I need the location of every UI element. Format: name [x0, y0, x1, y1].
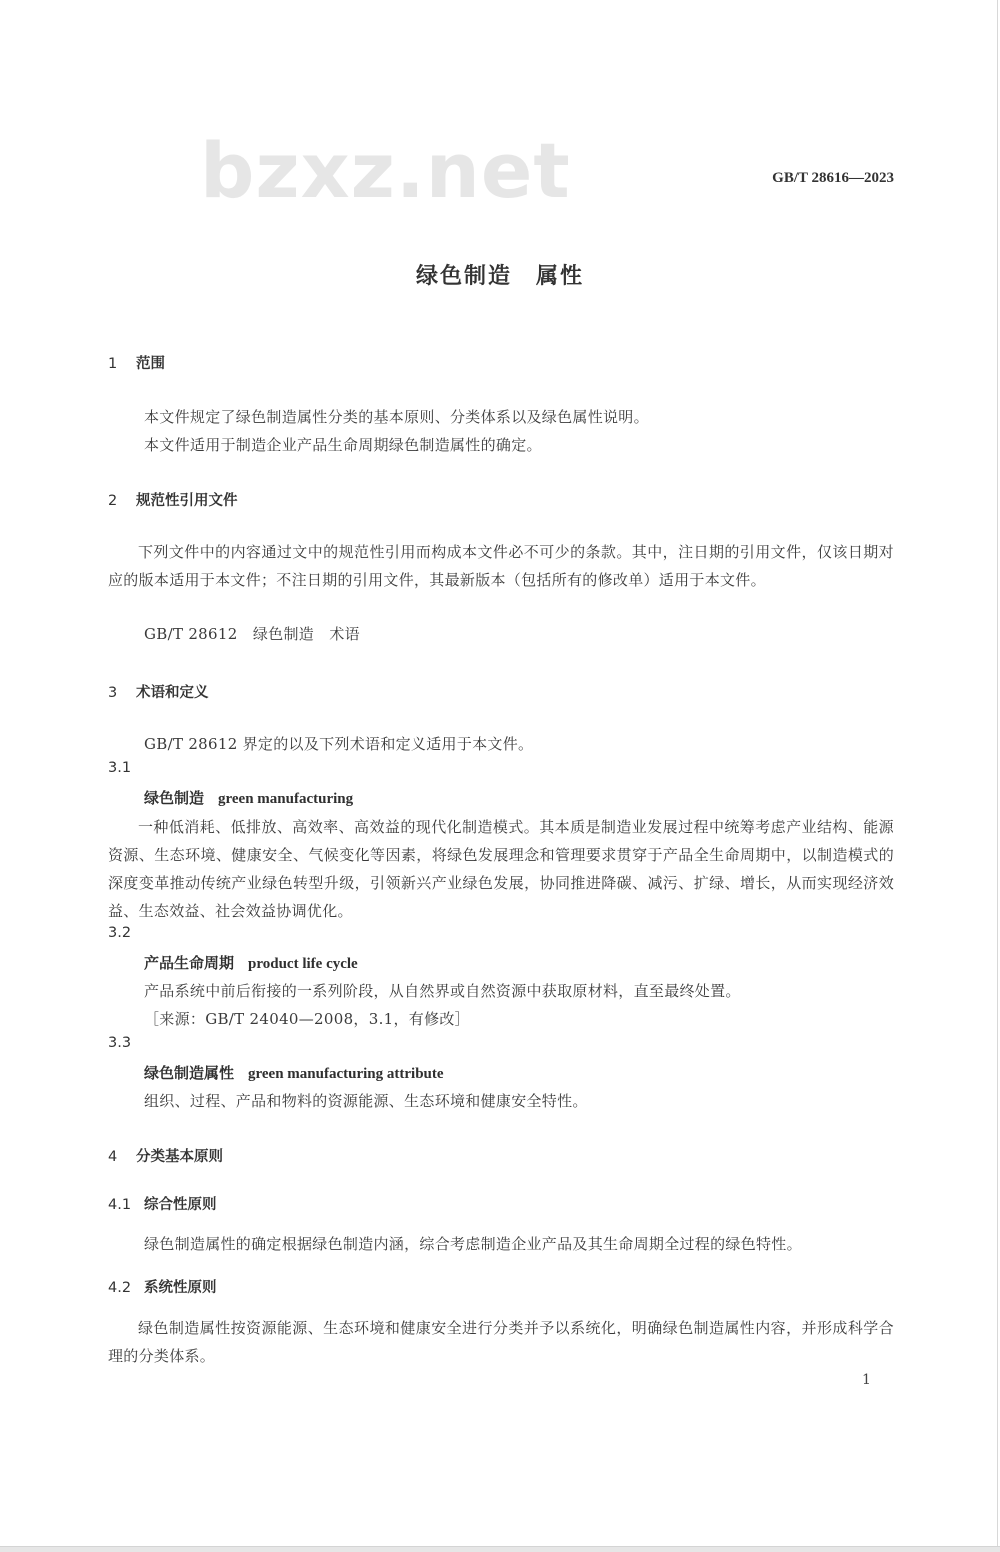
section-title: 规范性引用文件 [136, 493, 238, 509]
section-2-heading [108, 489, 238, 510]
term-title [144, 1062, 444, 1083]
section-1-heading [108, 352, 165, 373]
page-bottom-edge [0, 1546, 1000, 1552]
paragraph: 下列文件中的内容通过文中的规范性引用而构成本文件必不可少的条款。其中，注日期的引用文件，仅该日期对应的版本适用于本文件；不注日期的引用文件，其最新版本（包括所有的修改单）适用于本文件。 [108, 543, 894, 589]
paragraph: GB/T 28612 界定的以及下列术语和定义适用于本文件。 [144, 735, 534, 753]
section-title: 术语和定义 [136, 685, 209, 701]
term-en: green manufacturing attribute [248, 1066, 444, 1082]
page-edge [997, 0, 998, 1548]
section-number: 2 [108, 493, 118, 509]
paragraph: 本文件规定了绿色制造属性分类的基本原则、分类体系以及绿色属性说明。 [144, 408, 649, 426]
subsection-number: 4.2 [108, 1280, 132, 1296]
term-definition: 产品系统中前后衔接的一系列阶段，从自然界或自然资源中获取原材料，直至最终处置。 [144, 982, 741, 1000]
term-en: green manufacturing [218, 791, 354, 807]
paragraph: 绿色制造属性按资源能源、生态环境和健康安全进行分类并予以系统化，明确绿色制造属性内容，并形成科学合理的分类体系。 [108, 1319, 894, 1365]
term-definition: 一种低消耗、低排放、高效率、高效益的现代化制造模式。其本质是制造业发展过程中统筹考虑产业结构、能源资源、生态环境、健康安全、气候变化等因素，将绿色发展理念和管理要求贯穿于产品全生命周期中，以制造模式的深度变革推动传统产业绿色转型升级，引领新兴产业绿色发展，协同推进降碳、减污、扩绿、增长，从而实现经济效益、生态效益、社会效益协调优化。 [108, 818, 894, 920]
section-number: 1 [108, 356, 118, 372]
paragraph: 本文件适用于制造企业产品生命周期绿色制造属性的确定。 [144, 436, 542, 454]
normative-reference: GB/T 28612 绿色制造 术语 [144, 625, 360, 643]
section-4-heading [108, 1145, 223, 1166]
subsection-title: 系统性原则 [144, 1280, 217, 1296]
term-zh: 产品生命周期 [144, 954, 235, 972]
section-number: 4 [108, 1149, 118, 1165]
subsection-number: 4.1 [108, 1197, 132, 1213]
page-number: 1 [862, 1372, 871, 1388]
term-title [144, 787, 353, 808]
subsection-4-2-heading [108, 1276, 217, 1297]
term-number: 3.1 [108, 760, 132, 776]
section-title: 范围 [136, 356, 165, 372]
term-source: ［来源：GB/T 24040—2008，3.1，有修改］ [144, 1010, 470, 1028]
section-title: 分类基本原则 [136, 1149, 223, 1165]
section-number: 3 [108, 685, 118, 701]
document-title: 绿色制造 属性 [415, 264, 584, 289]
section-3-heading [108, 681, 209, 702]
term-title [144, 952, 358, 973]
term-zh: 绿色制造属性 [144, 1064, 235, 1082]
standard-number: GB/T 28616—2023 [772, 170, 894, 186]
term-definition: 组织、过程、产品和物料的资源能源、生态环境和健康安全特性。 [144, 1092, 588, 1110]
subsection-title: 综合性原则 [144, 1197, 217, 1213]
term-zh: 绿色制造 [144, 789, 205, 807]
paragraph: 绿色制造属性的确定根据绿色制造内涵，综合考虑制造企业产品及其生命周期全过程的绿色特性。 [144, 1235, 802, 1253]
term-en: product life cycle [248, 956, 358, 972]
subsection-4-1-heading [108, 1193, 217, 1214]
term-number: 3.3 [108, 1035, 132, 1051]
watermark: bzxz.net [200, 126, 571, 215]
term-number: 3.2 [108, 925, 132, 941]
